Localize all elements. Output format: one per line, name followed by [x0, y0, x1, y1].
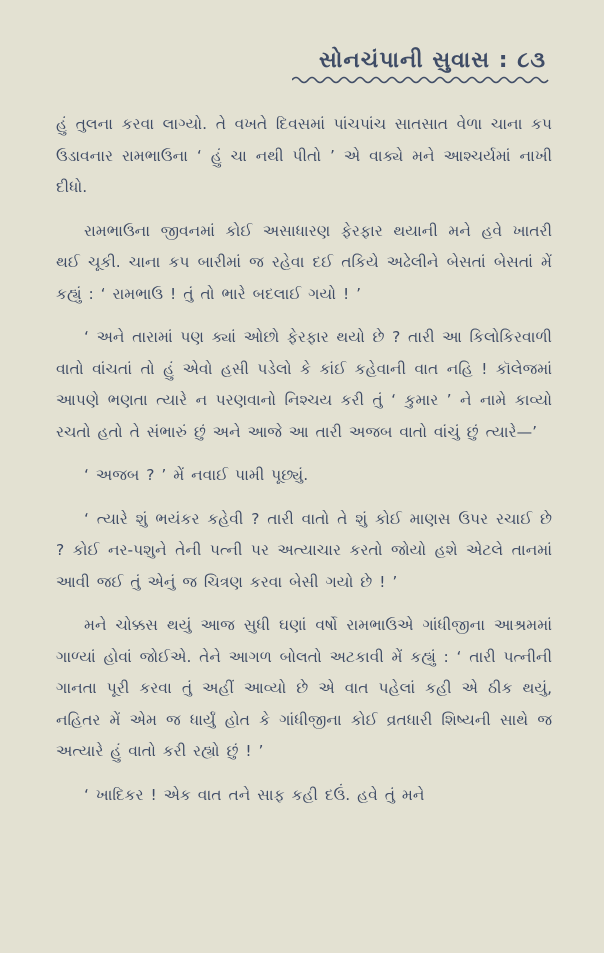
paragraph: મને ચોક્કસ થયું આજ સુધી ઘણાં વર્ષો રામભાઉએ ગાંધીજીના આશ્રમમાં ગાળ્યાં હોવાં જોઈએ. તેને આગળ બોલતો અટકાવી મેં કહ્યું : ‘ તારી પત્નીની ગાનતા પૂરી કરવા તું અહીં આવ્યો છે એ વાત પહેલાં કહી એ ઠીક થયું, નહિતર મેં એમ જ ધાર્યું હોત કે ગાંધીજીના કોઈ વ્રતધારી શિષ્યની સાથે જ અત્યારે હું વાતો કરી રહ્યો છું ! ’: [56, 616, 552, 760]
running-head-separator: :: [498, 48, 509, 73]
paragraph: હું તુલના કરવા લાગ્યો. તે વખતે દિવસમાં પાંચપાંચ સાતસાત વેળા ચાના કપ ઉડાવનાર રામભાઉના ‘ હું ચા નથી પીતો ’ એ વાક્યે મને આશ્ચર્યમાં નાખી દીધો.: [56, 115, 552, 196]
paragraph: ‘ ત્યારે શું ભયંકર કહેવી ? તારી વાતો તે શું કોઈ માણસ ઉપર રચાઈ છે ? કોઈ નર-પશુને તેની પત્ની પર અત્યાચાર કરતો જોયો હશે એટલે તાનમાં આવી જઈ તું એનું જ ચિત્રણ કરવા બેસી ગયો છે ! ’: [56, 509, 552, 591]
decorative-wavy-rule: [292, 75, 552, 85]
paragraph: ‘ અને તારામાં પણ ક્યાં ઓછો ફેરફાર થયો છે ? તારી આ કિલોકિરવાળી વાતો વાંચતાં તો હું એવો હસી પડેલો કે કાંઈ કહેવાની વાત નહિ ! કૉલેજમાં આપણે ભણતા ત્યારે ન પરણવાનો નિશ્ચય કરી તું ‘ કુમાર ’ ને નામે કાવ્યો રચતો હતો તે સંભારું છું અને આજે આ તારી અજબ વાતો વાંચું છું ત્યારે—’: [56, 328, 552, 441]
running-head-title: સોનચંપાની સુવાસ: [319, 48, 491, 73]
page-number: ૮૩: [517, 48, 546, 73]
paragraph: ‘ ખાદિકર ! એક વાત તને સાફ કહી દઉં. હવે તું મને: [84, 785, 425, 804]
running-head: [56, 48, 552, 73]
paragraph: ‘ અજબ ? ’ મેં નવાઈ પામી પૂછ્યું.: [84, 466, 309, 484]
paragraph: રામભાઉના જીવનમાં કોઈ અસાધારણ ફેરફાર થયાની મને હવે ખાતરી થઈ ચૂકી. ચાના કપ બારીમાં જ રહેવા દઈ તકિયે અઢેલીને બેસતાં બેસતાં મેં કહ્યું : ‘ રામભાઉ ! તું તો ભારે બદલાઈ ગયો ! ’: [56, 221, 552, 303]
